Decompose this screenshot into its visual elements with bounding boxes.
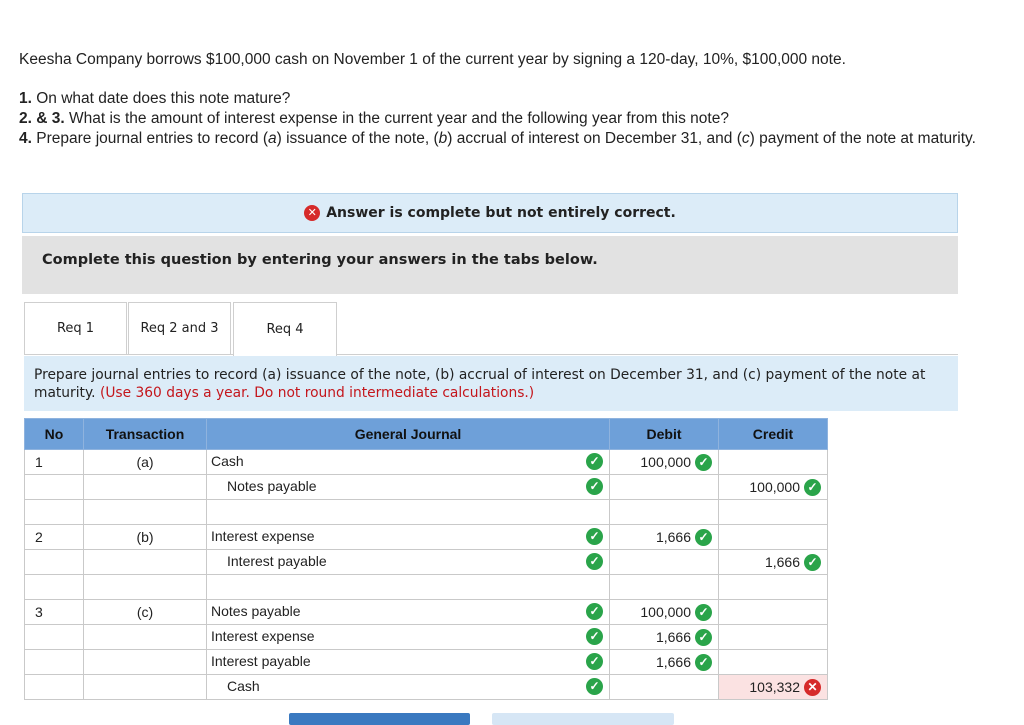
credit-input[interactable] bbox=[719, 550, 828, 575]
account-select[interactable] bbox=[207, 575, 610, 600]
tab-label: Req 1 bbox=[56, 321, 95, 336]
letter: b bbox=[438, 130, 448, 147]
credit-input[interactable] bbox=[719, 575, 828, 600]
row-number: 2 bbox=[25, 525, 84, 550]
journal-row bbox=[25, 500, 828, 525]
account-select[interactable] bbox=[207, 475, 610, 500]
tab-label: Req 2 and 3 bbox=[140, 321, 219, 336]
tab-req-4[interactable] bbox=[233, 302, 337, 356]
credit-value: 103,332 bbox=[749, 679, 800, 696]
check-icon: ✓ bbox=[695, 454, 712, 471]
journal-body bbox=[25, 450, 828, 700]
check-icon: ✓ bbox=[804, 479, 821, 496]
next-req-button[interactable] bbox=[492, 713, 674, 725]
header-general-journal: General Journal bbox=[207, 419, 610, 450]
debit-input[interactable] bbox=[610, 575, 719, 600]
credit-input[interactable] bbox=[719, 600, 828, 625]
check-icon: ✓ bbox=[586, 453, 603, 470]
row-number bbox=[25, 475, 84, 500]
tab-divider bbox=[24, 354, 958, 355]
row-number bbox=[25, 550, 84, 575]
x-icon: ✕ bbox=[304, 205, 320, 221]
account-name: Cash bbox=[227, 678, 260, 694]
account-select[interactable] bbox=[207, 500, 610, 525]
check-icon: ✓ bbox=[586, 653, 603, 670]
debit-value: 1,666 bbox=[655, 629, 691, 646]
debit-input[interactable] bbox=[610, 500, 719, 525]
letter: a bbox=[268, 130, 277, 147]
journal-row bbox=[25, 450, 828, 475]
journal-row bbox=[25, 550, 828, 575]
prev-req-button[interactable] bbox=[289, 713, 470, 725]
account-select[interactable] bbox=[207, 675, 610, 700]
credit-input[interactable] bbox=[719, 675, 828, 700]
row-transaction bbox=[84, 575, 207, 600]
answer-status-text: Answer is complete but not entirely correct. bbox=[326, 205, 676, 221]
check-icon: ✓ bbox=[586, 553, 603, 570]
problem-statement bbox=[19, 50, 1014, 149]
row-transaction: (a) bbox=[84, 450, 207, 475]
account-name: Notes payable bbox=[211, 603, 301, 619]
journal-row bbox=[25, 675, 828, 700]
question-number: 2. & 3. bbox=[19, 110, 65, 127]
row-transaction bbox=[84, 500, 207, 525]
journal-row bbox=[25, 475, 828, 500]
debit-input[interactable] bbox=[610, 625, 719, 650]
question-text: Prepare journal entries to record ( bbox=[31, 130, 268, 147]
account-select[interactable] bbox=[207, 600, 610, 625]
credit-input[interactable] bbox=[719, 650, 828, 675]
journal-row bbox=[25, 525, 828, 550]
row-transaction bbox=[84, 650, 207, 675]
check-icon: ✓ bbox=[695, 529, 712, 546]
question-text: ) payment of the note at maturity. bbox=[749, 130, 976, 147]
credit-input[interactable] bbox=[719, 450, 828, 475]
question-4 bbox=[19, 129, 1014, 149]
instruction-note: (Use 360 days a year. Do not round intermediate calculations.) bbox=[99, 385, 535, 401]
tab-label: Req 4 bbox=[266, 322, 304, 337]
header-transaction: Transaction bbox=[84, 419, 207, 450]
instructions-panel bbox=[22, 236, 958, 294]
account-select[interactable] bbox=[207, 525, 610, 550]
row-transaction bbox=[84, 625, 207, 650]
check-icon: ✓ bbox=[586, 603, 603, 620]
debit-input[interactable] bbox=[610, 450, 719, 475]
debit-input[interactable] bbox=[610, 650, 719, 675]
journal-row bbox=[25, 575, 828, 600]
row-number: 3 bbox=[25, 600, 84, 625]
question-number: 1. bbox=[19, 90, 32, 107]
check-icon: ✓ bbox=[695, 629, 712, 646]
journal-table bbox=[24, 418, 828, 700]
row-transaction: (c) bbox=[84, 600, 207, 625]
account-name: Interest payable bbox=[227, 553, 327, 569]
row-transaction: (b) bbox=[84, 525, 207, 550]
question-text: ) accrual of interest on December 31, and ( bbox=[447, 130, 742, 147]
account-select[interactable] bbox=[207, 550, 610, 575]
check-icon: ✓ bbox=[695, 604, 712, 621]
tab-req-2-and-3[interactable] bbox=[128, 302, 231, 354]
question-text: On what date does this note mature? bbox=[31, 90, 291, 107]
problem-intro: Keesha Company borrows $100,000 cash on November 1 of the current year by signing a 120-day, 10%, $100,000 note. bbox=[19, 51, 846, 68]
credit-input[interactable] bbox=[719, 625, 828, 650]
debit-value: 100,000 bbox=[640, 454, 691, 471]
account-name: Interest expense bbox=[211, 528, 315, 544]
check-icon: ✓ bbox=[586, 628, 603, 645]
account-select[interactable] bbox=[207, 650, 610, 675]
question-number: 4. bbox=[19, 130, 32, 147]
debit-input[interactable] bbox=[610, 675, 719, 700]
check-icon: ✓ bbox=[804, 554, 821, 571]
answer-status-banner bbox=[22, 193, 958, 233]
account-select[interactable] bbox=[207, 450, 610, 475]
account-name: Interest expense bbox=[211, 628, 315, 644]
header-credit: Credit bbox=[719, 419, 828, 450]
check-icon: ✓ bbox=[586, 678, 603, 695]
row-transaction bbox=[84, 550, 207, 575]
row-transaction bbox=[84, 475, 207, 500]
journal-row bbox=[25, 600, 828, 625]
account-select[interactable] bbox=[207, 625, 610, 650]
instruction-text: Prepare journal entries to record (a) issuance of the note, (b) accrual of interest on December 31, and (c) payment of the note at maturity. bbox=[34, 367, 926, 401]
instructions-panel-text: Complete this question by entering your answers in the tabs below. bbox=[42, 252, 598, 268]
header-no: No bbox=[25, 419, 84, 450]
req4-instructions-text bbox=[34, 366, 934, 402]
debit-value: 1,666 bbox=[655, 654, 691, 671]
row-number: 1 bbox=[25, 450, 84, 475]
debit-input[interactable] bbox=[610, 550, 719, 575]
row-number bbox=[25, 575, 84, 600]
credit-value: 1,666 bbox=[764, 554, 800, 571]
question-1 bbox=[19, 89, 1014, 109]
credit-input[interactable] bbox=[719, 500, 828, 525]
journal-header-row bbox=[25, 419, 828, 450]
journal-row bbox=[25, 625, 828, 650]
account-name: Cash bbox=[211, 453, 244, 469]
credit-value: 100,000 bbox=[749, 479, 800, 496]
debit-input[interactable] bbox=[610, 475, 719, 500]
debit-value: 1,666 bbox=[655, 529, 691, 546]
row-number bbox=[25, 500, 84, 525]
row-number bbox=[25, 625, 84, 650]
check-icon: ✓ bbox=[586, 528, 603, 545]
journal-row bbox=[25, 650, 828, 675]
tab-req-1[interactable] bbox=[24, 302, 127, 354]
question-text: ) issuance of the note, ( bbox=[276, 130, 439, 147]
row-number bbox=[25, 675, 84, 700]
check-icon: ✓ bbox=[586, 478, 603, 495]
question-text: What is the amount of interest expense in the current year and the following year from this note? bbox=[64, 110, 729, 127]
credit-input[interactable] bbox=[719, 525, 828, 550]
header-debit: Debit bbox=[610, 419, 719, 450]
account-name: Interest payable bbox=[211, 653, 311, 669]
debit-input[interactable] bbox=[610, 525, 719, 550]
credit-input[interactable] bbox=[719, 475, 828, 500]
check-icon: ✓ bbox=[695, 654, 712, 671]
account-name: Notes payable bbox=[227, 478, 317, 494]
req4-instructions bbox=[24, 356, 958, 411]
debit-input[interactable] bbox=[610, 600, 719, 625]
row-transaction bbox=[84, 675, 207, 700]
x-icon: ✕ bbox=[804, 679, 821, 696]
debit-value: 100,000 bbox=[640, 604, 691, 621]
letter: c bbox=[741, 130, 750, 147]
question-2-3 bbox=[19, 109, 1014, 129]
row-number bbox=[25, 650, 84, 675]
